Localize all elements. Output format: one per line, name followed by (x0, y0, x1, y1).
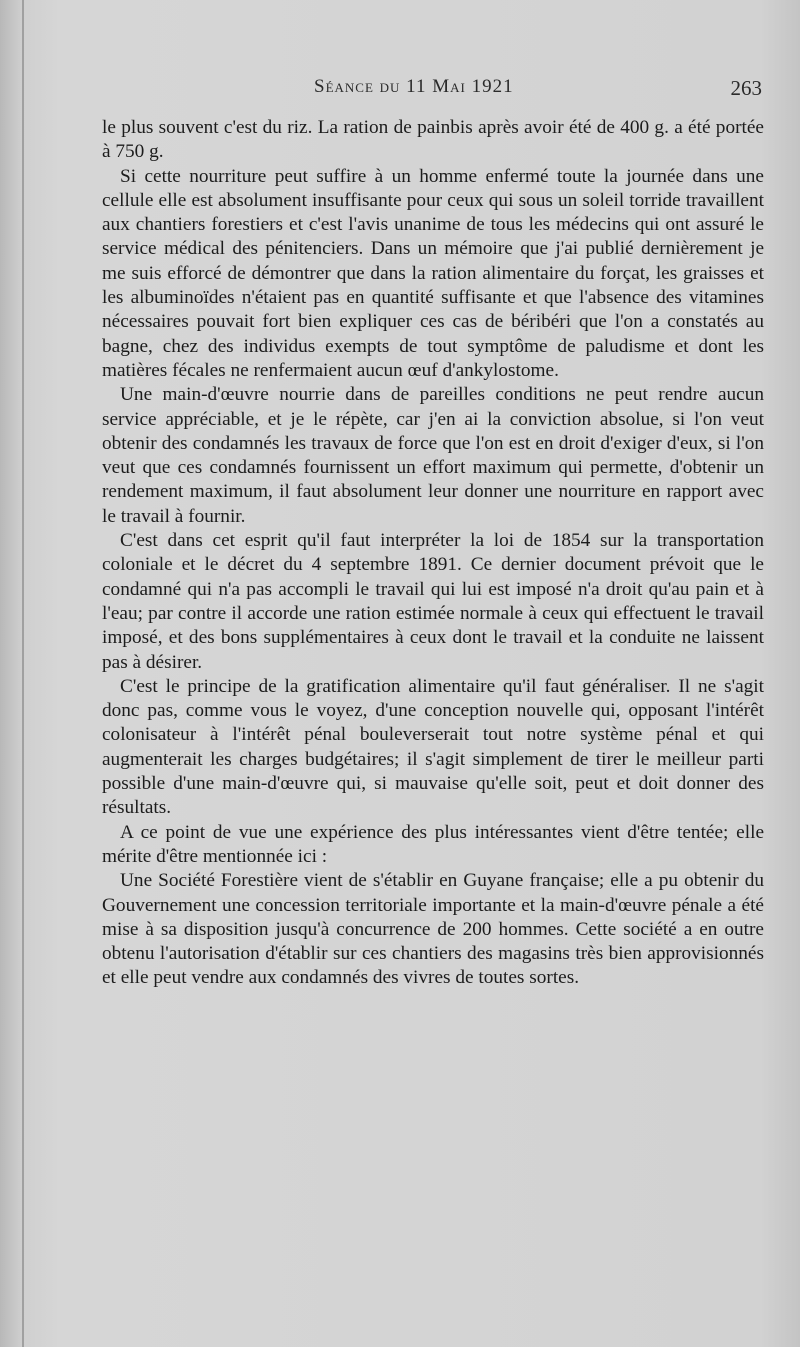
paragraph-main-d-oeuvre: Une main-d'œuvre nourrie dans de pareilles conditions ne peut rendre aucun service appréciable, et je le répète, car j'en ai la conviction absolue, si l'on veut obtenir des condamnés les travaux de force que l'on est en droit d'exiger d'eux, si l'on veut que ces condamnés fournissent un effort maximum qui permette, d'obtenir un rendement maximum, il faut absolument leur donner une nourriture en rapport avec le travail à fournir. (102, 384, 764, 527)
paragraph-gratification: C'est le principe de la gratification alimentaire qu'il faut généraliser. Il ne s'agit donc pas, comme vous le voyez, d'une conception nouvelle qui, opposant l'intérêt colonisateur à l'intérêt pénal bouleverserait tout notre système pénal et qui augmenterait les charges budgétaires; il s'agit simplement de tirer le meilleur parti possible d'une main-d'œuvre qui, si mauvaise qu'elle soit, peut et doit donner des résultats. (102, 675, 764, 819)
paragraph-societe-forestiere: Une Société Forestière vient de s'établir en Guyane française; elle a pu obtenir du Gouvernement une concession territoriale importante et la main-d'œuvre pénale a été mise à sa disposition jusqu'à concurrence de 200 hommes. Cette société a en outre obtenu l'autorisation d'établir sur ces chantiers des magasins très bien approvisionnés et elle peut vendre aux condamnés des vivres de toutes sortes. (102, 870, 764, 989)
body-text (102, 116, 764, 991)
paragraph-continuation: le plus souvent c'est du riz. La ration de painbis après avoir été de 400 g. a été portée à 750 g. (102, 117, 764, 163)
page-gutter-edge (22, 0, 24, 1347)
page-number: 263 (730, 76, 762, 100)
paragraph-nourriture: Si cette nourriture peut suffire à un homme enfermé toute la journée dans une cellule elle est absolument insuffisante pour ceux qui sous un soleil torride travaillent aux chantiers forestiers et c'est l'avis unanime de tous les médecins qui ont assuré le service médical des pénitenciers. Dans un mémoire que j'ai publié dernièrement je me suis efforcé de démontrer que dans la ration alimentaire du forçat, les graisses et les albuminoïdes n'étaient pas en quantité suffisante et que l'absence des vitamines nécessaires pouvait fort bien expliquer ces cas de béribéri que l'on a constatés au bagne, chez des individus exempts de tout symptôme de paludisme et dont les matières fécales ne renfermaient aucun œuf d'ankylostome. (102, 165, 764, 381)
paragraph-loi-1854: C'est dans cet esprit qu'il faut interpréter la loi de 1854 sur la transportation coloniale et le décret du 4 septembre 1891. Ce dernier document prévoit que le condamné qui n'a pas accompli le travail qui lui est imposé n'a droit qu'au pain et à l'eau; par contre il accorde une ration estimée normale à ceux qui effectuent le travail imposé, et des bons supplémentaires à ceux dont le travail et la conduite ne laissent pas à désirer. (102, 530, 764, 673)
running-title: Séance du 11 Mai 1921 (314, 76, 514, 97)
running-head (100, 76, 764, 104)
paragraph-experience: A ce point de vue une expérience des plus intéressantes vient d'être tentée; elle mérite d'être mentionnée ici : (102, 821, 764, 867)
